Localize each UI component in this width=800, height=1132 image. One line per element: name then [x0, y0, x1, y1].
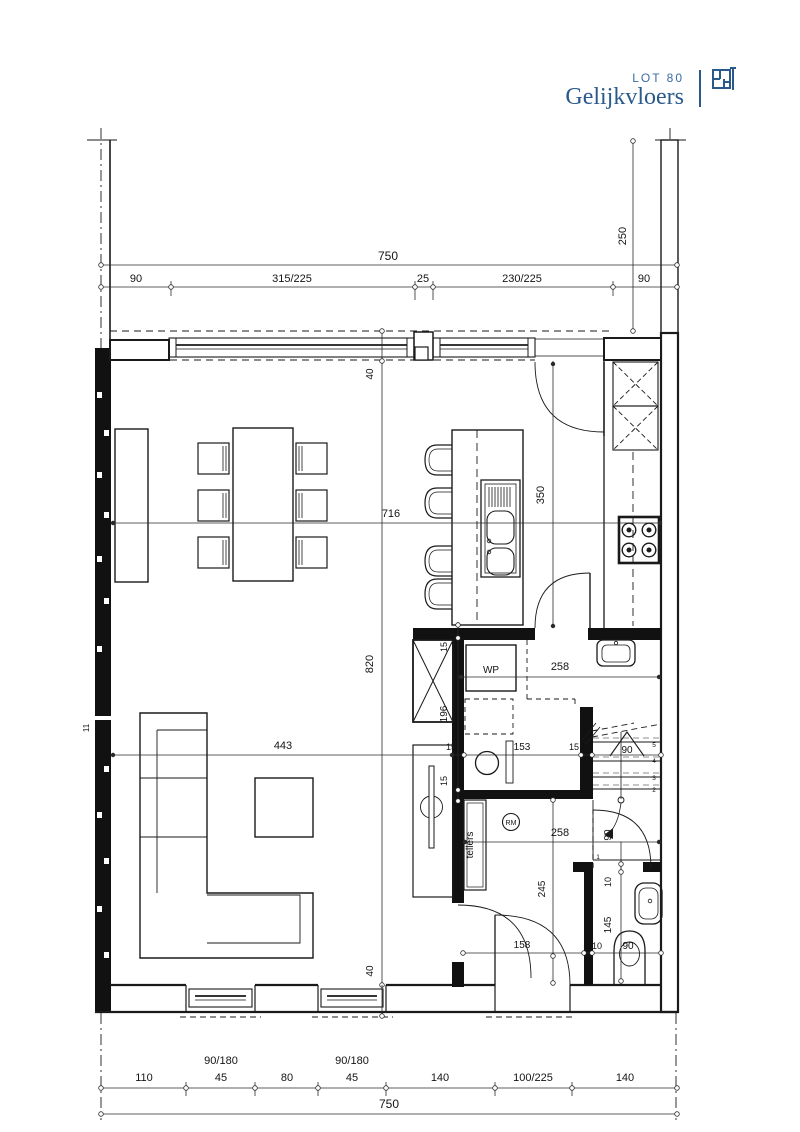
- meter-closet-label: tellers: [465, 831, 476, 859]
- dim-bath-bottom-offset: 10: [591, 941, 603, 951]
- dining-chairs: [198, 443, 327, 568]
- dim-bot-window-1: 90/180: [204, 1055, 238, 1067]
- front-door: [486, 915, 576, 1017]
- dim-hall-bottom-width: 158: [513, 940, 531, 951]
- bar-stools: [425, 445, 452, 609]
- heat-pump: [465, 640, 575, 734]
- stove: [619, 517, 659, 563]
- stair-step-3: 3: [652, 775, 656, 782]
- coffee-table: [255, 778, 313, 837]
- stair-step-5: 5: [652, 742, 656, 749]
- dim-bath-width: 90: [622, 941, 634, 952]
- dim-top-offset: 40: [365, 368, 376, 380]
- kitchen-counter-right: [604, 360, 658, 628]
- stairs: [582, 723, 661, 860]
- kitchen-sink: [481, 480, 520, 577]
- dim-bot-seg-1: 110: [135, 1072, 153, 1084]
- dim-stair-run: 90: [621, 745, 633, 756]
- kitchen-hall-door: [535, 573, 590, 628]
- stair-step-2: 2: [652, 787, 656, 794]
- dim-top-total: 750: [377, 249, 399, 263]
- lot-label: LOT 80: [632, 71, 684, 85]
- interior-walls: [413, 628, 661, 987]
- bottom-windows: [180, 915, 576, 1017]
- stair-step-4: 4: [652, 758, 656, 765]
- dim-right-strip: 250: [617, 226, 629, 246]
- tv-cabinet: [413, 745, 453, 897]
- dim-kitchen-depth: 350: [535, 485, 547, 505]
- dim-stair-length: 90: [603, 829, 614, 841]
- floorplan-icon: [711, 66, 737, 99]
- top-windows: [110, 331, 610, 360]
- dim-seg-15-right: 15: [568, 742, 580, 752]
- bath-washbasin: [635, 883, 662, 924]
- sideboard: [115, 429, 148, 582]
- dim-top-seg-5: 90: [637, 273, 651, 285]
- dim-living-width: 443: [273, 740, 293, 752]
- wc-toilet: [614, 931, 645, 984]
- dim-top-seg-2: 315/225: [272, 273, 312, 285]
- dining-area: [115, 428, 327, 582]
- dim-wall-15-top: 15: [439, 641, 449, 653]
- dining-table: [233, 428, 293, 581]
- dim-interior-width: 716: [381, 508, 401, 520]
- dim-top-seg-3: 25: [416, 273, 430, 285]
- dim-hall-depth: 245: [537, 880, 548, 898]
- header-divider: [699, 70, 701, 107]
- dim-bot-seg-5: 140: [430, 1072, 450, 1084]
- dim-wc-depth: 196: [439, 705, 450, 723]
- dim-wc-width: 153: [513, 742, 531, 753]
- dim-bot-window-2: 90/180: [335, 1055, 369, 1067]
- dim-wall-15-bottom: 15: [439, 775, 449, 787]
- kitchen-area: [425, 360, 659, 666]
- hall-washbasin: [597, 640, 635, 666]
- dim-top-seg-1: 90: [129, 273, 143, 285]
- dim-interior-depth: 820: [364, 654, 376, 674]
- dim-bot-seg-3: 80: [280, 1072, 294, 1084]
- smoke-detector-label: RM: [505, 820, 517, 827]
- dim-bath-wall-offset: 10: [603, 876, 613, 888]
- kitchen-terrace-door: [535, 362, 604, 436]
- dim-bottom-offset: 40: [365, 965, 376, 977]
- dim-hall-width-lower: 258: [550, 827, 570, 839]
- living-area: [140, 640, 453, 958]
- dim-top-seg-4: 230/225: [502, 273, 542, 285]
- heat-pump-label: WP: [482, 665, 500, 676]
- stair-step-1: 1: [596, 854, 600, 861]
- dim-seg-15-left: 15: [445, 742, 457, 752]
- dim-bot-seg-6: 100/225: [513, 1072, 553, 1084]
- dim-bath-depth: 145: [603, 916, 614, 934]
- dim-bot-seg-2: 45: [214, 1072, 228, 1084]
- page-title: Gelijkvloers: [565, 84, 684, 110]
- window-top-right: [433, 338, 535, 357]
- dim-bot-seg-7: 140: [615, 1072, 635, 1084]
- dim-bot-seg-4: 45: [345, 1072, 359, 1084]
- toilet: [476, 741, 514, 783]
- wall-joint-label: 11: [82, 723, 91, 733]
- window-top-left: [169, 338, 414, 357]
- dim-bottom-total: 750: [378, 1097, 400, 1111]
- bathroom-door: [593, 810, 651, 868]
- dim-hall-width-upper: 258: [550, 661, 570, 673]
- utility-area: [464, 640, 575, 890]
